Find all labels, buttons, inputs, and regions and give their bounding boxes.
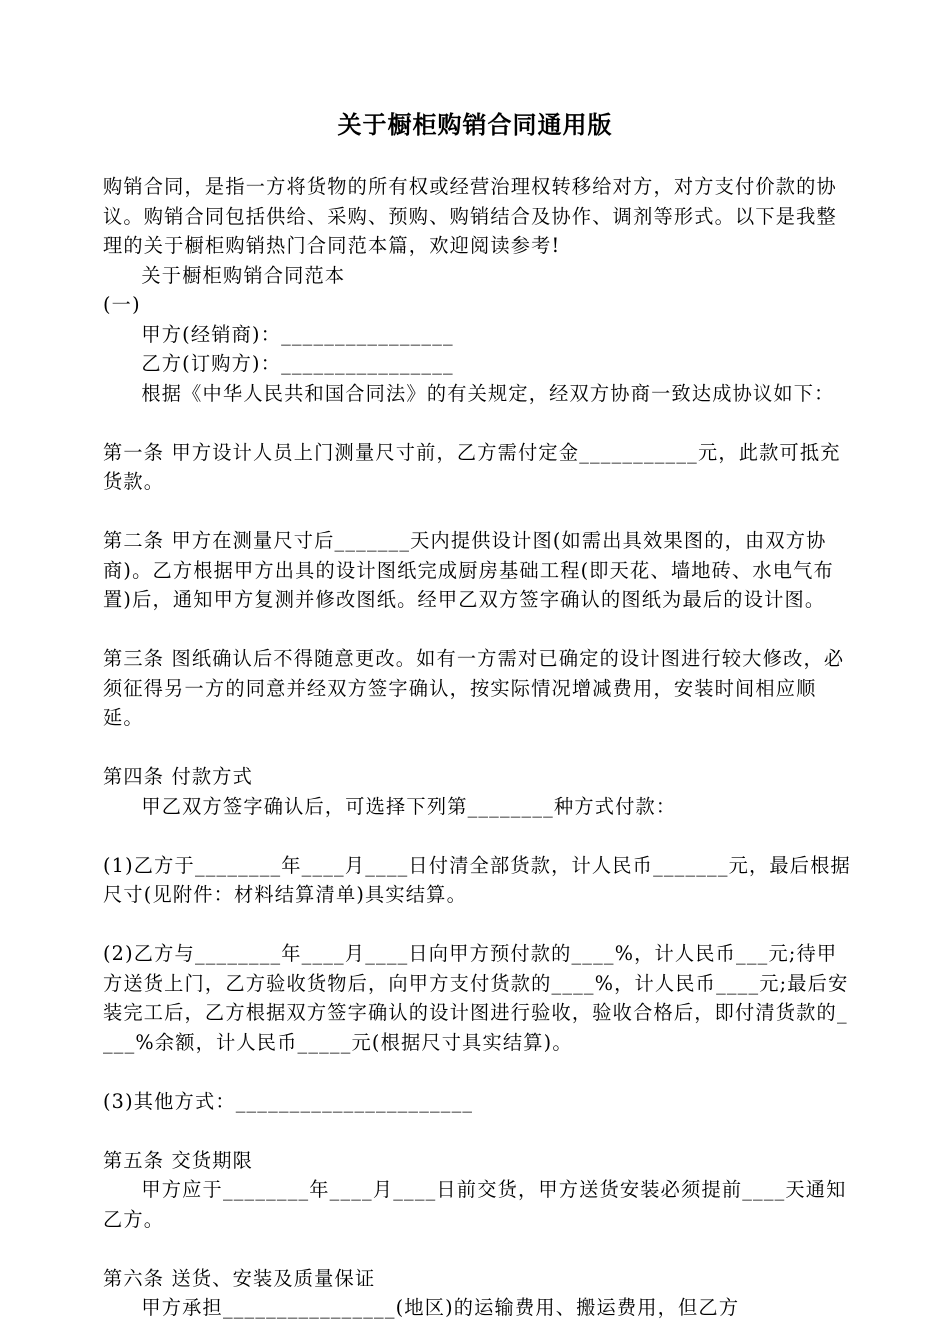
- paragraph-spacer: [103, 408, 855, 438]
- document-body: [103, 172, 855, 1323]
- part-number: (一): [103, 293, 141, 316]
- paragraph-spacer: [103, 1116, 855, 1146]
- article-5-body: 甲方应于________年____月____日前交货，甲方送货安装必须提前____天通知乙方。: [103, 1178, 847, 1231]
- paragraph-spacer: [103, 910, 855, 940]
- paragraph-spacer: [103, 1234, 855, 1264]
- paragraph-spacer: [103, 821, 855, 851]
- payment-option-2: (2)乙方与________年____月____日向甲方预付款的____%，计人民币___元;待甲方送货上门，乙方验收货物后，向甲方支付货款的____%，计人民币____元;最后安装完工后，乙方根据双方签字确认的设计图进行验收，验收合格后，即付清货款的____%余额，计人民币_____元(根据尺寸具实结算)。: [103, 942, 849, 1054]
- article-4-heading: 第四条 付款方式: [103, 765, 254, 788]
- paragraph-spacer: [103, 733, 855, 763]
- article-3: 第三条 图纸确认后不得随意更改。如有一方需对已确定的设计图进行较大修改，必须征得另一方的同意并经双方签字确认，按实际情况增减费用，安装时间相应顺延。: [103, 647, 845, 729]
- paragraph-spacer: [103, 1057, 855, 1087]
- intro-paragraph: 购销合同，是指一方将货物的所有权或经营治理权转移给对方，对方支付价款的协议。购销合同包括供给、采购、预购、购销结合及协作、调剂等形式。以下是我整理的关于橱柜购销热门合同范本篇，欢迎阅读参考!: [103, 175, 837, 257]
- paragraph-spacer: [103, 615, 855, 645]
- preamble-paragraph: 根据《中华人民共和国合同法》的有关规定，经双方协商一致达成协议如下：: [141, 381, 835, 405]
- article-1: 第一条 甲方设计人员上门测量尺寸前，乙方需付定金___________元，此款可抵充货款。: [103, 440, 841, 493]
- article-5-heading: 第五条 交货期限: [103, 1148, 254, 1172]
- paragraph-spacer: [103, 497, 855, 527]
- party-a-line: 甲方(经销商)：________________: [141, 322, 454, 346]
- party-b-line: 乙方(订购方)：________________: [141, 352, 454, 375]
- article-6-body: 甲方承担________________(地区)的运输费用、搬运费用，但乙方: [141, 1296, 740, 1319]
- sample-heading: 关于橱柜购销合同范本: [141, 263, 346, 287]
- document-title: 关于橱柜购销合同通用版: [337, 111, 613, 139]
- payment-option-3: (3)其他方式：______________________: [103, 1089, 474, 1113]
- payment-option-1: (1)乙方于________年____月____日付清全部货款，计人民币_______元，最后根据尺寸(见附件：材料结算清单)具实结算。: [103, 853, 851, 906]
- article-2: 第二条 甲方在测量尺寸后_______天内提供设计图(如需出具效果图的，由双方协商)。乙方根据甲方出具的设计图纸完成厨房基础工程(即天花、墙地砖、水电气布置)后，通知甲方复测并修改图纸。经甲乙双方签字确认的图纸为最后的设计图。: [103, 529, 834, 611]
- article-4-intro: 甲乙双方签字确认后，可选择下列第________种方式付款：: [141, 794, 677, 818]
- article-6-heading: 第六条 送货、安装及质量保证: [103, 1266, 376, 1290]
